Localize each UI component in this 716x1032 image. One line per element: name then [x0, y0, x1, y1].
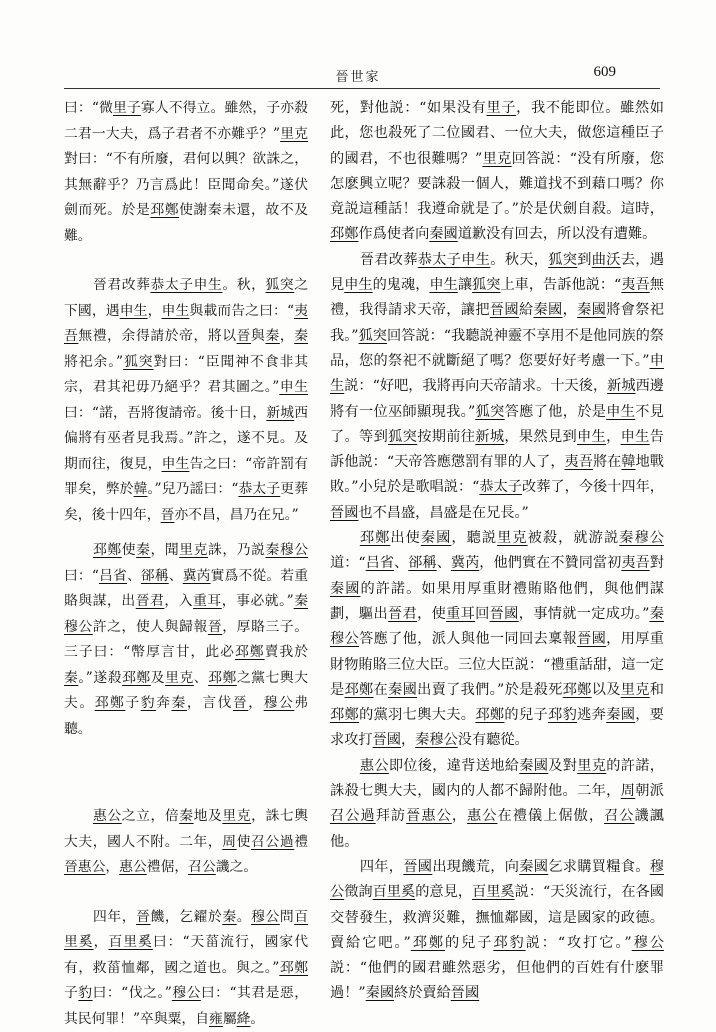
- paragraph: [330, 96, 664, 248]
- proper-name: 豹: [78, 985, 92, 1001]
- text-run: 無禮，余得請於帝，將以: [78, 328, 236, 344]
- text-run: 出現饑荒，向: [432, 859, 519, 875]
- text-run: 没有聽從。: [458, 732, 529, 748]
- text-run: 及對: [548, 758, 577, 774]
- text-run: 子: [64, 985, 78, 1001]
- text-run: 譏之。: [216, 859, 257, 875]
- text-run: 。”兒乃謡曰：“: [148, 481, 239, 497]
- text-run: 與: [251, 328, 265, 344]
- text-run: ，使: [417, 606, 446, 622]
- proper-name: 百里奚: [64, 909, 308, 951]
- text-run: 和: [650, 682, 664, 698]
- text-run: 。秋，: [222, 277, 265, 293]
- proper-name: 百里奚: [472, 884, 515, 900]
- header-rule: [64, 88, 660, 89]
- text-run: 回: [475, 606, 490, 622]
- text-run: 的兒子: [445, 935, 493, 951]
- text-run: ，: [148, 303, 162, 319]
- proper-name: 秦: [64, 670, 78, 686]
- proper-name: 秦國: [366, 985, 394, 1001]
- proper-name: 秦國: [606, 707, 635, 723]
- text-run: 禮: [294, 834, 308, 850]
- text-run: ，: [401, 732, 415, 748]
- text-run: 在: [374, 682, 389, 698]
- text-run: ，: [105, 859, 119, 875]
- proper-name: 狐突: [548, 252, 577, 268]
- text-run: 以及: [592, 682, 621, 698]
- proper-name: 豹: [141, 695, 156, 711]
- proper-name: 恭太子: [418, 252, 461, 268]
- proper-name: 新城: [475, 429, 504, 445]
- text-run: 説：“攻打它。”: [526, 935, 632, 951]
- proper-name: 夷吾: [64, 303, 308, 345]
- proper-name: 邳鄭: [330, 226, 358, 242]
- text-run: ，: [606, 429, 621, 445]
- paragraph: [64, 538, 308, 742]
- proper-name: 里克: [482, 151, 511, 167]
- proper-name: 穆公: [264, 695, 295, 711]
- proper-name: 邳鄭: [235, 644, 265, 660]
- proper-name: 邳鄭: [208, 670, 237, 686]
- text-run: ，: [94, 934, 109, 950]
- proper-name: 狐突: [123, 354, 153, 370]
- proper-name: 邳鄭: [411, 935, 445, 951]
- text-run: 。”遂殺: [78, 670, 122, 686]
- text-run: ，事情就一定成功。”: [519, 606, 650, 622]
- proper-name: 申生: [577, 429, 606, 445]
- text-run: ，要求攻打: [330, 707, 664, 748]
- proper-name: 狐突: [265, 277, 294, 293]
- text-run: 與載而告之曰：“: [189, 303, 294, 319]
- text-run: 弗聽。: [64, 695, 308, 737]
- text-run: 被殺，就游説: [528, 530, 620, 546]
- proper-name: 狐突: [388, 429, 417, 445]
- text-run: 讓: [458, 277, 472, 293]
- proper-name: 申生: [621, 429, 650, 445]
- text-run: ，事必就。”: [222, 593, 294, 609]
- proper-name: 申生: [461, 252, 490, 268]
- text-run: 的鬼魂，: [373, 277, 430, 293]
- text-run: ，他們實在不贊同當初: [479, 555, 621, 571]
- text-run: 出使: [390, 530, 421, 546]
- proper-name: 惠公: [360, 758, 389, 774]
- proper-name: 晉君: [388, 606, 417, 622]
- proper-name: 晉: [208, 619, 222, 635]
- proper-name: 申生: [194, 277, 223, 293]
- proper-name: 穆公: [632, 935, 664, 951]
- paragraph: [64, 804, 308, 881]
- text-run: ，我不能即位。雖然如此，您也殺死了二位國君、一位大夫，做您這種臣子的國君，不也很難嗎？”: [330, 100, 664, 167]
- text-run: 晉君改葬: [360, 252, 418, 268]
- proper-name: 百里奚: [373, 884, 416, 900]
- proper-name: 吕省: [99, 568, 127, 584]
- text-run: 也不昌盛，昌盛是在兄長。”: [358, 505, 528, 521]
- proper-name: 申生: [330, 353, 664, 394]
- text-run: 的黨羽七輿大夫。: [359, 707, 475, 723]
- proper-name: 里克: [165, 670, 194, 686]
- proper-name: 召公: [188, 859, 216, 875]
- text-run: 。: [250, 1011, 264, 1027]
- text-run: 的許諾，誅殺七輿大夫，國内的人都不歸附他。二年，: [330, 758, 664, 799]
- text-run: 、: [169, 568, 183, 584]
- text-run: 之下國，遇: [64, 277, 308, 319]
- proper-name: 秦穆公: [265, 542, 308, 558]
- proper-name: 秦穆公: [619, 530, 664, 546]
- proper-name: 邳鄭: [279, 960, 308, 976]
- proper-name: 秦國: [519, 758, 548, 774]
- text-run: 、: [394, 555, 408, 571]
- proper-name: 晉惠公: [64, 859, 105, 875]
- text-run: 答應了他，派人與他一同回去稟報: [359, 631, 577, 647]
- proper-name: 百里奚: [108, 934, 152, 950]
- text-run: 拜訪: [376, 808, 406, 824]
- proper-name: 秦國: [330, 581, 360, 597]
- proper-name: 秦: [222, 909, 236, 925]
- text-run: 徵詢: [344, 884, 372, 900]
- proper-name: 秦: [171, 695, 186, 711]
- proper-name: 雍: [209, 1011, 223, 1027]
- proper-name: 恭太子: [150, 277, 193, 293]
- proper-name: 穆公: [172, 985, 201, 1001]
- text-run: 將在: [593, 454, 621, 470]
- proper-name: 召公: [251, 834, 280, 850]
- proper-name: 晉國: [451, 985, 479, 1001]
- text-run: 作爲使者向: [358, 226, 429, 242]
- text-run: ，聞: [150, 542, 179, 558]
- proper-name: 申生: [344, 277, 372, 293]
- text-run: 按期前往: [417, 429, 475, 445]
- proper-name: 申生: [120, 303, 148, 319]
- text-run: 告訴他説：“天帝答應懲罰有罪的人了，: [330, 429, 664, 470]
- proper-name: 穆公: [330, 859, 664, 900]
- text-run: ，用厚重財物賄賂三位大臣。三位大臣説：“禮重話甜，這一定是: [330, 631, 664, 698]
- proper-name: 里克: [497, 530, 528, 546]
- proper-name: 晉國: [490, 606, 519, 622]
- proper-name: 韓: [134, 481, 148, 497]
- classical-text-column: [64, 96, 308, 1032]
- proper-name: 申生: [429, 277, 457, 293]
- text-run: 西邊將有一位巫師顯現我。”: [330, 378, 664, 419]
- text-run: ，: [280, 328, 294, 344]
- text-run: ，果然見到: [504, 429, 577, 445]
- text-run: 問: [280, 909, 294, 925]
- text-run: 告之曰：“帝許罰有罪矣，弊於: [64, 456, 308, 498]
- text-run: 。: [237, 909, 251, 925]
- proper-name: 韓: [621, 454, 635, 470]
- text-run: 更葬矣，後十四年，: [64, 481, 308, 523]
- text-run: ，: [248, 695, 263, 711]
- proper-name: 晉國: [403, 859, 432, 875]
- proper-name: 里子: [113, 100, 141, 116]
- paragraph: [330, 248, 664, 526]
- text-run: 亦不昌，昌乃在兄。”: [174, 507, 298, 523]
- proper-name: 晉惠公: [406, 808, 452, 824]
- text-run: 地戰敗。”小兒於是歌唱説：“: [330, 454, 664, 495]
- text-run: ，聽説: [451, 530, 497, 546]
- text-run: 乞求購買糧食。: [548, 859, 649, 875]
- proper-name: 重耳: [193, 593, 222, 609]
- text-run: 對: [650, 555, 664, 571]
- text-run: 之黨七輿大夫。: [64, 670, 308, 712]
- text-run: 上車，告訴他説：“: [500, 277, 621, 293]
- text-run: 的兒子: [504, 707, 548, 723]
- running-title: 晉世家: [0, 66, 716, 85]
- text-run: 譏諷他。: [330, 808, 664, 849]
- paragraph: [330, 855, 664, 1007]
- proper-name: 里子: [486, 100, 516, 116]
- proper-name: 申生: [606, 404, 635, 420]
- proper-name: 里克: [222, 808, 251, 824]
- text-run: 的許諾。如果用厚重財禮賄賂他們，與他們謀劃，驅出: [330, 581, 664, 622]
- proper-name: 夷吾: [621, 555, 649, 571]
- text-run: 對曰：“臣聞神不食非其宗，君其祀毋乃絕乎？君其圖之。”: [64, 354, 308, 396]
- text-run: 説：“他們的國君雖然惡劣，但他們的百姓有什麽罪過！”: [330, 960, 664, 1001]
- proper-name: 秦: [179, 808, 193, 824]
- proper-name: 邳鄭: [360, 530, 391, 546]
- proper-name: 狐突: [359, 328, 387, 344]
- proper-name: 周: [222, 834, 236, 850]
- text-run: ，誅七輿大夫，國人不附。二年，: [64, 808, 308, 850]
- proper-name: 狐突: [472, 277, 500, 293]
- proper-name: 吕省: [366, 555, 394, 571]
- proper-name: 晉: [161, 507, 175, 523]
- text-run: 無禮，我得請求天帝，讓把: [330, 277, 664, 318]
- proper-name: 邳豹: [493, 935, 525, 951]
- paragraph: [330, 754, 664, 855]
- text-run: 曰：“諾，吾將復請帝。後十日，: [64, 405, 266, 421]
- proper-name: 申生: [162, 303, 190, 319]
- text-run: 曰：“伐之。”: [93, 985, 172, 1001]
- proper-name: 冀芮: [183, 568, 211, 584]
- paragraph: [330, 526, 664, 754]
- proper-name: 晉: [233, 695, 248, 711]
- text-run: 使: [237, 834, 251, 850]
- text-run: 回答説：“我聽説神靈不享用不是他同族的祭品，您的祭祀不就斷絕了嗎？您要好好考慮一下。”: [330, 328, 664, 369]
- text-run: 寡人不得立。雖然，子亦殺二君一大夫，爲子君者不亦難乎？”: [64, 100, 308, 142]
- text-run: ，言伐: [187, 695, 233, 711]
- text-run: 不見了。等到: [330, 404, 664, 445]
- proper-name: 惠公: [93, 808, 122, 824]
- proper-name: 惠公: [119, 859, 147, 875]
- proper-name: 秦穆公: [415, 732, 458, 748]
- text-run: 去，遇見: [330, 252, 664, 293]
- proper-name: 秦國: [388, 682, 417, 698]
- text-run: 四年，: [93, 909, 136, 925]
- proper-name: 晉: [237, 328, 251, 344]
- proper-name: 秦穆公: [330, 606, 664, 647]
- text-run: 使: [122, 542, 136, 558]
- text-run: 給: [519, 302, 534, 318]
- proper-name: 晉: [136, 909, 150, 925]
- proper-name: 秦國: [429, 226, 457, 242]
- text-run: 説：“好吧，我將再向天帝請求。十天後，: [344, 378, 607, 394]
- text-run: 饑，乞糴於: [150, 909, 222, 925]
- proper-name: 里克: [621, 682, 650, 698]
- proper-name: 晉國: [373, 732, 401, 748]
- text-run: 改葬了，今後十四年，: [522, 479, 664, 495]
- proper-name: 曲沃: [592, 252, 621, 268]
- text-run: 曰：“微: [64, 100, 113, 116]
- proper-name: 秦穆公: [64, 593, 308, 635]
- proper-name: 晉國: [330, 505, 358, 521]
- text-run: 終於賣給: [394, 985, 451, 1001]
- text-run: 死，對他説：“如果没有: [330, 100, 486, 116]
- proper-name: 晉國: [490, 302, 519, 318]
- proper-name: 秦: [294, 328, 308, 344]
- proper-name: 新城: [266, 405, 294, 421]
- proper-name: 召公: [604, 808, 634, 824]
- proper-name: 郤稱: [141, 568, 169, 584]
- text-run: 地及: [194, 808, 223, 824]
- text-run: 的意見，: [415, 884, 472, 900]
- paragraph: [64, 96, 308, 249]
- proper-name: 周: [621, 783, 636, 799]
- text-run: 將會祭祀我。”: [330, 302, 664, 343]
- page-header: [0, 66, 716, 90]
- text-run: 、: [437, 555, 451, 571]
- text-run: 子: [125, 695, 140, 711]
- proper-name: 邳鄭: [563, 682, 592, 698]
- page-number: 609: [594, 64, 617, 81]
- text-run: 許之，使人與歸報: [93, 619, 208, 635]
- proper-name: 穆公: [251, 909, 280, 925]
- proper-name: 夷吾: [565, 454, 593, 470]
- text-run: 西偏將有巫者見我焉。”許之，遂不見。及期而往，復見，: [64, 405, 308, 472]
- text-run: 對曰：“不有所廢，君何以興？欲誅之，其無辭乎？乃言爲此！臣聞命矣。”遂伏劍而死。於是: [64, 151, 308, 218]
- text-run: ，: [452, 808, 467, 824]
- proper-name: 秦國: [421, 530, 452, 546]
- text-run: ，: [563, 302, 578, 318]
- text-run: 實爲不從。若重賂與謀，出: [64, 568, 308, 610]
- proper-name: 恭太子: [479, 479, 522, 495]
- text-run: 到: [577, 252, 592, 268]
- proper-name: 惠公: [467, 808, 497, 824]
- proper-name: 邳豹: [548, 707, 577, 723]
- proper-name: 秦國: [577, 302, 606, 318]
- text-run: 出賣了我們。”於是殺死: [417, 682, 563, 698]
- text-run: 曰：“天菑流行，國家代有，救菑恤鄰，國之道也。與之。”: [64, 934, 308, 976]
- text-run: 曰：“其君是惡，其民何罪！”卒與粟，自: [64, 985, 308, 1027]
- proper-name: 狐突: [475, 404, 504, 420]
- proper-name: 晉君: [136, 593, 165, 609]
- proper-name: 秦: [265, 328, 279, 344]
- text-run: 。秋天，: [490, 252, 548, 268]
- text-run: 逃奔: [577, 707, 606, 723]
- paragraph: [64, 905, 308, 1032]
- text-run: 禮倨，: [147, 859, 188, 875]
- text-run: 晉君改葬: [93, 277, 151, 293]
- proper-name: 邳鄭: [345, 682, 374, 698]
- proper-name: 新城: [607, 378, 635, 394]
- text-run: 道：“: [330, 555, 366, 571]
- proper-name: 過: [360, 808, 375, 824]
- text-run: 將祀余。”: [64, 354, 123, 370]
- text-run: 奔: [156, 695, 171, 711]
- proper-name: 召公: [330, 808, 360, 824]
- text-run: 誅，乃説: [208, 542, 266, 558]
- text-run: 答應了他，於是: [505, 404, 607, 420]
- text-run: 即位後，違背送地給: [389, 758, 519, 774]
- text-run: 賣我於: [265, 644, 308, 660]
- proper-name: 重耳: [446, 606, 475, 622]
- text-run: 、: [127, 568, 141, 584]
- proper-name: 里克: [179, 542, 208, 558]
- proper-name: 邳鄭: [150, 202, 179, 218]
- text-run: 四年，: [360, 859, 404, 875]
- proper-name: 邳鄭: [122, 670, 151, 686]
- proper-name: 里克: [577, 758, 606, 774]
- text-run: 、: [194, 670, 208, 686]
- proper-name: 晉國: [577, 631, 606, 647]
- proper-name: 秦國: [519, 859, 548, 875]
- text-run: 及: [151, 670, 165, 686]
- proper-name: 里克: [280, 126, 308, 142]
- proper-name: 申生: [279, 379, 308, 395]
- text-run: 道歉没有回去，所以没有遭難。: [458, 226, 657, 242]
- text-run: ，入: [164, 593, 193, 609]
- proper-name: 夷吾: [621, 277, 649, 293]
- proper-name: 絳: [237, 1011, 251, 1027]
- text-run: 回答説：“没有所廢，您怎麽興立呢？要誅殺一個人，難道找不到藉口嗎？你竟説這種話！我遵命就是了。”於是伏劍自殺。這時，: [330, 151, 664, 218]
- text-run: 屬: [223, 1011, 237, 1027]
- text-run: 在禮儀上倨傲，: [498, 808, 605, 824]
- proper-name: 邳鄭: [330, 707, 359, 723]
- proper-name: 冀芮: [451, 555, 479, 571]
- proper-name: 邳鄭: [475, 707, 504, 723]
- translation-column: [330, 96, 664, 1007]
- proper-name: 過: [280, 834, 294, 850]
- paragraph: [64, 273, 308, 528]
- text-run: 之立，倍: [122, 808, 180, 824]
- proper-name: 郤稱: [408, 555, 436, 571]
- proper-name: 秦: [136, 542, 150, 558]
- proper-name: 邳鄭: [93, 542, 122, 558]
- proper-name: 申生: [162, 456, 190, 472]
- text-run: 朝派: [635, 783, 664, 799]
- proper-name: 邳鄭: [95, 695, 126, 711]
- proper-name: 秦國: [533, 302, 562, 318]
- text-run: 使謝秦未還，故不及難。: [64, 202, 308, 244]
- text-run: 説：“天災流行，在各國交替發生，救濟災難，撫恤鄰國，這是國家的政德。賣給它吧。”: [330, 884, 664, 951]
- text-run: 曰：“: [64, 568, 99, 584]
- proper-name: 恭太子: [238, 481, 280, 497]
- text-run: ，厚賂三子。三子曰：“幣厚言甘，此必: [64, 619, 308, 661]
